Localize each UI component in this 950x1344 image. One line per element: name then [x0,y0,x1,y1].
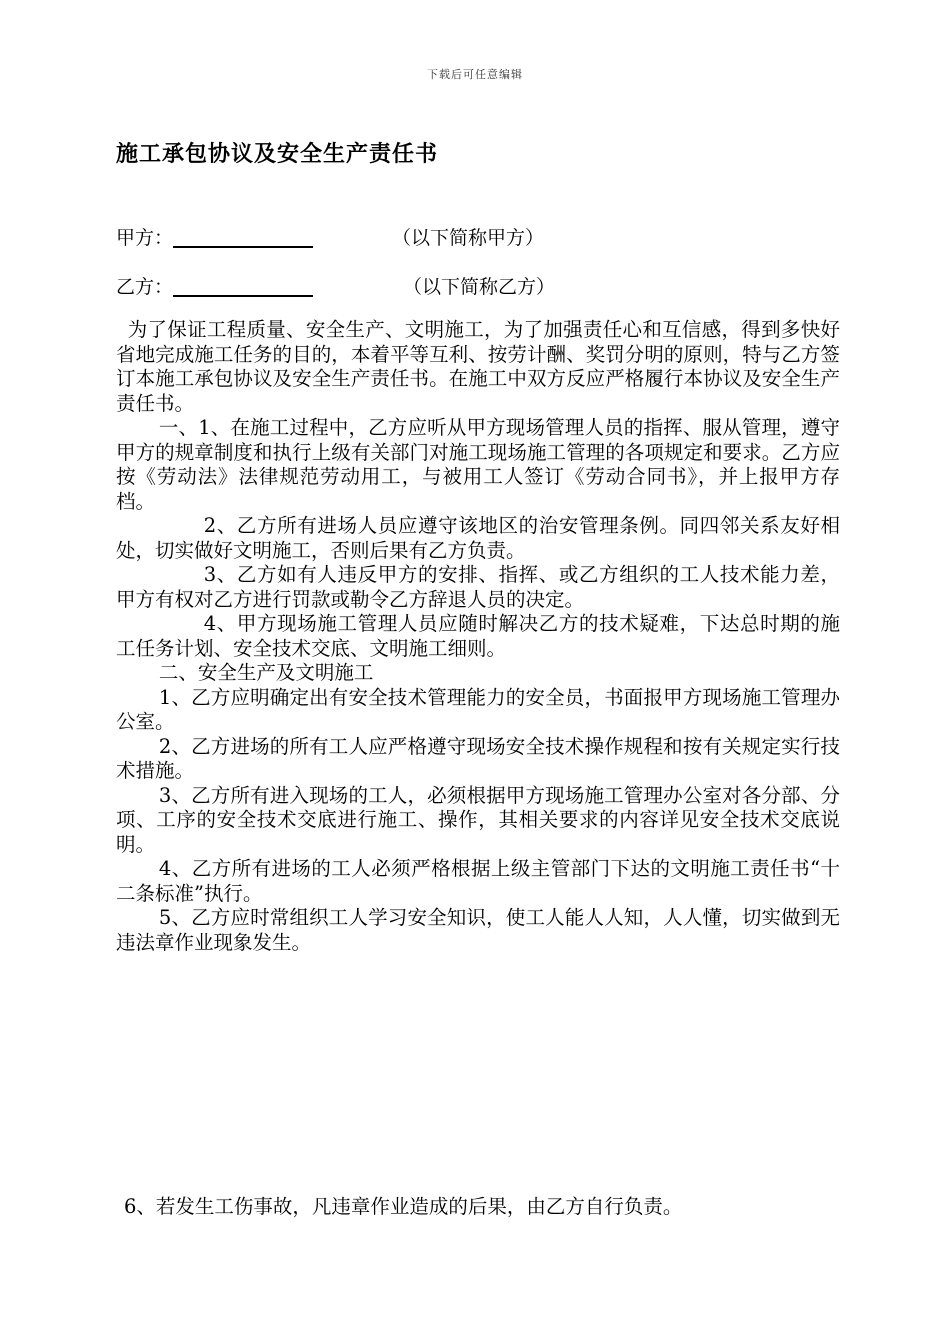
section-2-clause-3: 3、乙方所有进入现场的工人，必须根据甲方现场施工管理办公室对各分部、分项、工序的安全技术交底进行施工、操作，其相关要求的内容详见安全技术交底说明。 [116,783,840,856]
section-2-clause-1: 1、乙方应明确定出有安全技术管理能力的安全员，书面报甲方现场施工管理办公室。 [116,685,840,733]
party-a-line [116,224,545,252]
section-1-clause-1: 一、1、在施工过程中，乙方应听从甲方现场管理人员的指挥、服从管理，遵守甲方的规章制度和执行上级有关部门对施工现场施工管理的各项规定和要求。乙方应按《劳动法》法律规范劳动用工，与被用工人签订《劳动合同书》，并上报甲方存档。 [116,416,840,513]
section-1-clause-4: 4、甲方现场施工管理人员应随时解决乙方的技术疑难，下达总时期的施工任务计划、安全技术交底、文明施工细则。 [116,612,840,660]
document-title: 施工承包协议及安全生产责任书 [116,142,439,167]
agreement-body [116,318,840,955]
intro-paragraph: 为了保证工程质量、安全生产、文明施工，为了加强责任心和互信感，得到多快好省地完成施工任务的目的，本着平等互利、按劳计酬、奖罚分明的原则，特与乙方签订本施工承包协议及安全生产责任书。在施工中双方反应严格履行本协议及安全生产责任书。 [116,318,840,415]
section-2-heading: 二、安全生产及文明施工 [158,661,374,684]
section-1-clause-3: 3、乙方如有人违反甲方的安排、指挥、或乙方组织的工人技术能力差，甲方有权对乙方进行罚款或勒令乙方辞退人员的决定。 [116,563,840,611]
party-b-line [116,273,556,301]
section-1-clause-2: 2、乙方所有进场人员应遵守该地区的治安管理条例。同四邻关系友好相处，切实做好文明施工，否则后果有乙方负责。 [116,514,840,562]
party-a-label: 甲方： [116,227,174,249]
party-b-label: 乙方： [116,276,174,298]
header-note: 下载后可任意编辑 [427,68,523,81]
party-b-note: （以下简称乙方） [403,276,556,298]
party-a-blank[interactable] [173,226,313,248]
section-2-clause-5: 5、乙方应时常组织工人学习安全知识，使工人能人人知，人人懂，切实做到无违法章作业现象发生。 [116,906,840,954]
party-b-blank[interactable] [173,275,313,297]
section-2-clause-4: 4、乙方所有进场的工人必须严格根据上级主管部门下达的文明施工责任书“十二条标准”执行。 [116,857,840,905]
section-2-clause-2: 2、乙方进场的所有工人应严格遵守现场安全技术操作规程和按有关规定实行技术措施。 [116,734,840,782]
section-2-clause-6: 6、若发生工伤事故，凡违章作业造成的后果，由乙方自行负责。 [124,1195,683,1218]
party-a-note: （以下简称甲方） [392,227,545,249]
